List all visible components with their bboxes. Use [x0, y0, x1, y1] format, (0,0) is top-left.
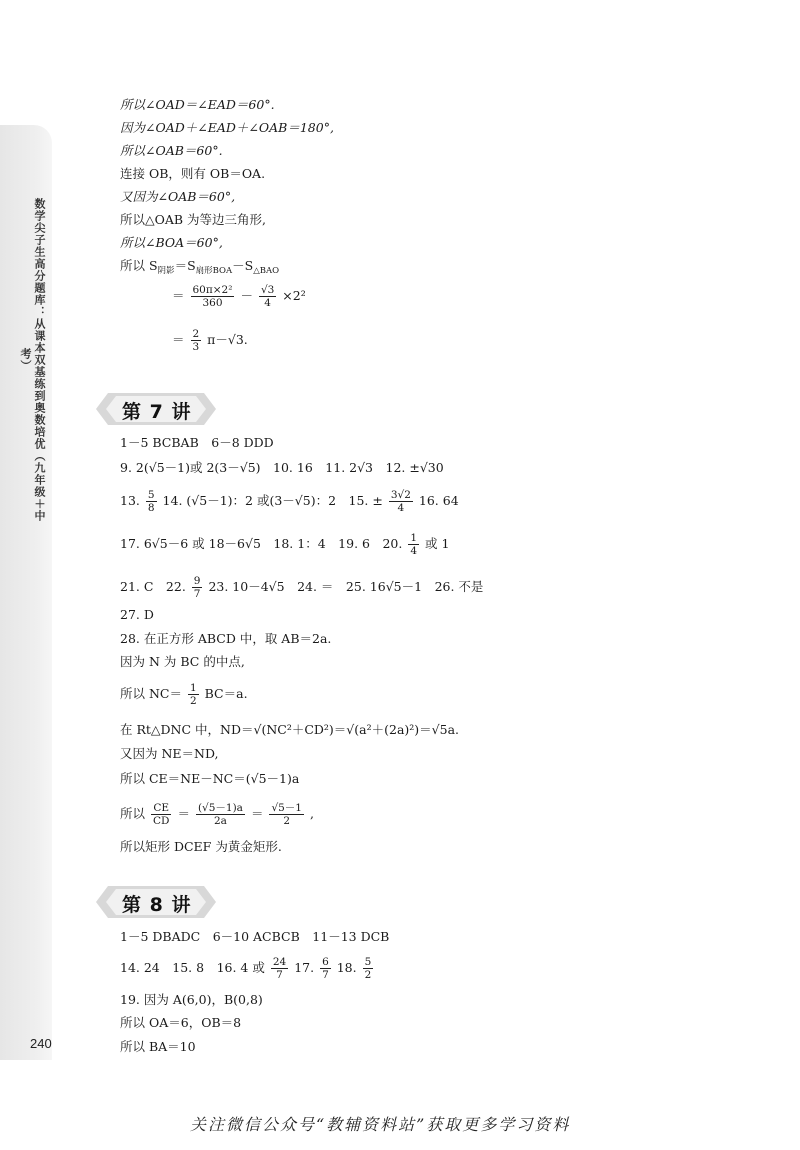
denominator: 2a: [213, 815, 227, 827]
fraction: [259, 284, 276, 309]
answer-row: 所以 BA＝10: [120, 1039, 196, 1054]
formula-sub: 阴影: [157, 266, 175, 276]
formula-text: ×2²: [282, 288, 306, 303]
answer-row: [120, 682, 248, 707]
answer-text: 14. 24 15. 8 16. 4 或: [120, 960, 265, 975]
answer-row: 27. D: [120, 607, 154, 622]
formula-step: [172, 328, 248, 353]
denominator: 7: [322, 969, 329, 981]
answer-text: 23. 10－4√5 24. ＝ 25. 16√5－1 26. 不是: [208, 579, 484, 594]
text-line: 所以△OAB 为等边三角形,: [120, 212, 267, 227]
formula-text: －S: [232, 258, 254, 273]
answer-text: ＝: [250, 806, 264, 821]
formula-text: －: [240, 288, 253, 303]
fraction: [146, 489, 157, 514]
fraction: [363, 956, 374, 981]
fraction: [192, 575, 203, 600]
answer-text: ＝: [177, 806, 190, 821]
fraction: [320, 956, 331, 981]
footer-note: 关注微信公众号“教辅资料站”获取更多学习资料: [190, 1115, 571, 1134]
answer-text: 21. C 22.: [120, 579, 186, 594]
denominator: 4: [264, 297, 271, 309]
denominator: 4: [410, 545, 418, 557]
answer-text: 14. (√5－1)：2 或(3－√5)：2 15. ±: [162, 493, 383, 508]
fraction: [191, 328, 202, 353]
answer-row: 所以矩形 DCEF 为黄金矩形.: [120, 839, 282, 854]
lesson-title: 第 7 讲: [122, 401, 192, 423]
text-line: 又因为∠OAB＝60°,: [120, 189, 236, 204]
text-line: 所以∠BOA＝60°,: [120, 235, 223, 250]
denominator: 2: [189, 695, 197, 707]
answer-row: 所以 OA＝6，OB＝8: [120, 1015, 242, 1030]
fraction: [188, 682, 199, 707]
formula-text: ＝: [172, 332, 185, 347]
fraction: [389, 489, 413, 514]
book-title: 数学尖子生高分题库：从课本双基练到奥数培优（九年级＋中考）: [19, 198, 46, 522]
lesson-8-header: [96, 886, 216, 918]
answer-row: 1－5 BCBAB 6－8 DDD: [120, 435, 274, 450]
lesson-title: 第 8 讲: [122, 894, 192, 916]
answer-text: 所以 NC＝: [120, 686, 182, 701]
numerator: 9: [193, 575, 201, 587]
answer-row: 所以 CE＝NE－NC＝(√5－1)a: [120, 771, 300, 786]
numerator: 1: [410, 532, 418, 544]
formula-text: ＝: [172, 288, 185, 303]
answer-row: 9. 2(√5－1)或 2(3－√5) 10. 16 11. 2√3 12. ±√30: [120, 460, 444, 475]
lesson-7-header: [96, 393, 216, 425]
numerator: (√5－1)a: [197, 802, 243, 814]
fraction: [408, 532, 419, 557]
formula-text: 所以 S: [120, 258, 158, 273]
numerator: 24: [272, 956, 287, 968]
answer-row: 因为 N 为 BC 的中点,: [120, 654, 245, 669]
numerator: √5－1: [271, 802, 302, 814]
page-number: 240: [30, 1036, 52, 1051]
answer-text: 所以: [120, 806, 146, 821]
answer-text: 17.: [294, 960, 315, 975]
answer-text: 18.: [336, 960, 357, 975]
answer-row: [120, 575, 483, 600]
denominator: 360: [202, 297, 223, 309]
answer-row: [120, 489, 459, 514]
formula-text: π－√3.: [207, 332, 248, 347]
numerator: 5: [364, 956, 372, 968]
fraction: [191, 284, 235, 309]
answer-text: 16. 64: [418, 493, 459, 508]
denominator: CD: [153, 815, 170, 827]
numerator: 1: [189, 682, 197, 694]
answer-row: 在 Rt△DNC 中，ND＝√(NC²＋CD²)＝√(a²＋(2a)²)＝√5a.: [120, 722, 460, 737]
text-line: 所以∠OAD＝∠EAD＝60°.: [120, 97, 275, 112]
numerator: 60π×2²: [192, 284, 233, 296]
denominator: 8: [147, 502, 155, 514]
numerator: CE: [151, 802, 171, 815]
answer-text: 或 1: [425, 536, 450, 551]
answer-row: 28. 在正方形 ABCD 中，取 AB＝2a.: [120, 631, 332, 646]
denominator: 7: [276, 969, 283, 981]
fraction: [271, 956, 288, 981]
numerator: 3√2: [390, 489, 411, 501]
fraction: [269, 802, 304, 827]
denominator: 4: [397, 502, 405, 514]
answer-text: 17. 6√5－6 或 18－6√5 18. 1：4 19. 6 20.: [120, 536, 403, 551]
formula-sub: △BAO: [253, 266, 280, 276]
answer-row: 19. 因为 A(6,0)，B(0,8): [120, 992, 263, 1007]
numerator: 6: [322, 956, 329, 968]
text-line: 连接 OB，则有 OB＝OA.: [120, 166, 266, 181]
formula-text: ＝S: [174, 258, 196, 273]
answer-text: BC＝a.: [204, 686, 248, 701]
text-line: 因为∠OAD＋∠EAD＋∠OAB＝180°,: [120, 120, 334, 135]
answer-row: [120, 532, 449, 557]
denominator: 7: [193, 588, 201, 600]
area-formula: [120, 257, 279, 280]
text-line: 所以∠OAB＝60°.: [120, 143, 223, 158]
denominator: 2: [364, 969, 372, 981]
answer-row: 又因为 NE＝ND,: [120, 746, 219, 761]
answer-text: 13.: [120, 493, 140, 508]
numerator: 5: [147, 489, 155, 501]
formula-step: [172, 284, 306, 309]
fraction: [151, 802, 171, 827]
denominator: 2: [283, 815, 291, 827]
fraction: [196, 802, 245, 827]
answer-row: [120, 802, 314, 827]
answer-row: 1－5 DBADC 6－10 ACBCB 11－13 DCB: [120, 929, 390, 944]
answer-row: [120, 956, 375, 981]
formula-sub: 扇形BOA: [195, 266, 233, 276]
denominator: 3: [192, 341, 200, 353]
numerator: √3: [260, 284, 275, 296]
numerator: 2: [192, 328, 200, 340]
answer-text: ,: [309, 806, 314, 821]
